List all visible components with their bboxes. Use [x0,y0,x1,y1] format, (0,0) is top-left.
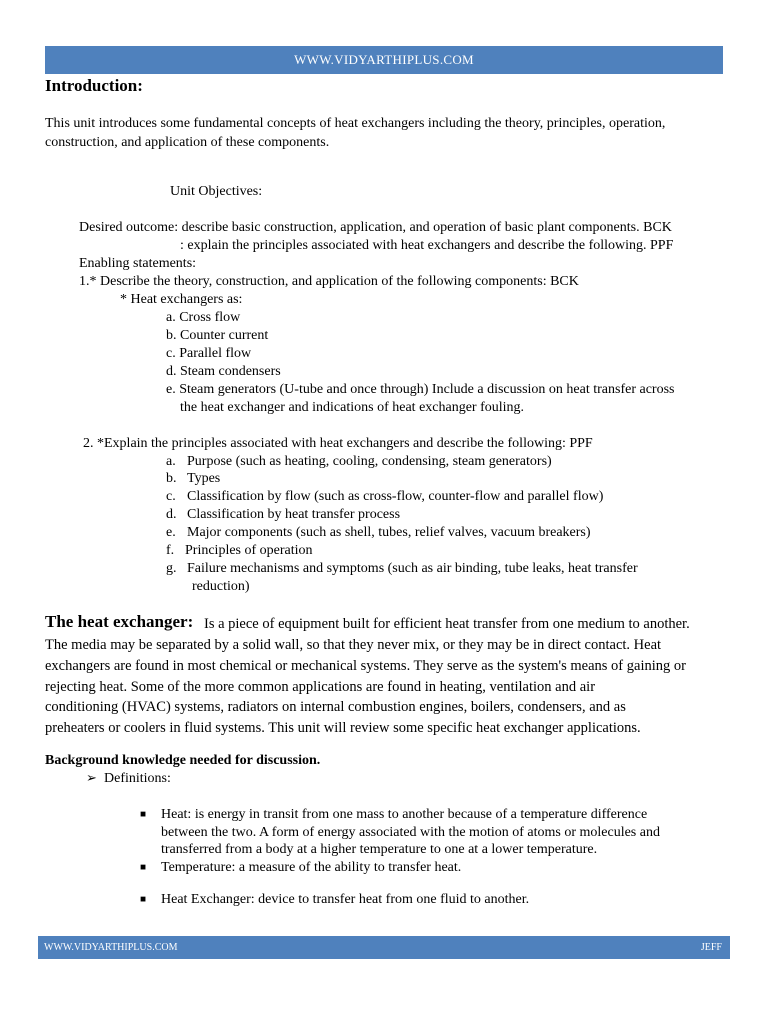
heat-exchanger-heading: The heat exchanger: [45,612,194,631]
list-item: Major components (such as shell, tubes, relief valves, vacuum breakers) [187,525,591,540]
list-item: Principles of operation [185,543,313,558]
definition-temperature: Temperature: a measure of the ability to transfer heat. [161,860,462,875]
statement-1: 1.* Describe the theory, construction, and application of the following components: BCK [79,274,579,289]
list-label: e. [166,525,176,540]
list-item: Types [187,471,221,486]
intro-line-2: construction, and application of these components. [45,135,330,150]
list-item-continuation: the heat exchanger and indications of heat exchanger fouling. [180,400,525,415]
list-label: d. [166,507,177,522]
list-item: Failure mechanisms and symptoms (such as air binding, tube leaks, heat transfer [187,561,638,576]
objectives-title: Unit Objectives: [170,184,263,199]
list-label: f. [166,543,175,558]
statement-2: 2. *Explain the principles associated with heat exchangers and describe the following: PPF [83,436,593,451]
arrow-bullet-icon: ➢ [86,770,97,785]
list-item: Classification by flow (such as cross-flow, counter-flow and parallel flow) [187,489,604,504]
intro-line-1: This unit introduces some fundamental concepts of heat exchangers including the theory, principles, operation, [45,116,666,131]
background-heading: Background knowledge needed for discussion. [45,753,321,768]
list-item: b. Counter current [166,328,269,343]
list-item: Purpose (such as heating, cooling, condensing, steam generators) [187,454,552,469]
header-banner [45,46,723,74]
list-item: c. Parallel flow [166,346,252,361]
square-bullet-icon: ■ [140,862,147,873]
definition-heat-line: transferred from a body at a higher temperature to one at a lower temperature. [161,842,598,857]
footer-author: JEFF [700,942,722,953]
heat-exchanger-line: rejecting heat. Some of the more common applications are found in heating, ventilation and air [45,679,596,695]
list-item: a. Cross flow [166,310,241,325]
footer-site-text: WWW.VIDYARTHIPLUS.COM [44,942,178,953]
heat-exchanger-line: conditioning (HVAC) systems, radiators on internal combustion engines, boilers, condensers, and as [45,699,626,715]
list-label: b. [166,471,177,486]
enabling-statements: Enabling statements: [79,256,197,271]
list-item: Classification by heat transfer process [187,507,401,522]
list-label: g. [166,561,177,576]
heat-exchanger-line: preheaters or coolers in fluid systems. This unit will review some specific heat exchanger applications. [45,720,641,736]
desired-outcome-2: : explain the principles associated with heat exchangers and describe the following. PPF [180,238,674,253]
desired-outcome-1: Desired outcome: describe basic construction, application, and operation of basic plant components. BCK [79,220,672,235]
list-item: d. Steam condensers [166,364,281,379]
heat-exchanger-line: Is a piece of equipment built for efficient heat transfer from one medium to another. [204,616,690,632]
list-label: c. [166,489,176,504]
list-item-continuation: reduction) [192,579,250,594]
list-label: a. [166,454,176,469]
statement-1-sub: * Heat exchangers as: [120,292,243,307]
list-item: e. Steam generators (U-tube and once through) Include a discussion on heat transfer across [166,382,675,397]
intro-heading: Introduction: [45,76,143,95]
definitions-label: Definitions: [104,771,171,786]
heat-exchanger-line: exchangers are found in most chemical or mechanical systems. They serve as the system's means of gaining or [45,658,686,674]
heat-exchanger-line: The media may be separated by a solid wall, so that they never mix, or they may be in direct contact. Heat [45,637,662,653]
header-site-text: WWW.VIDYARTHIPLUS.COM [294,52,474,67]
definition-heat-exchanger: Heat Exchanger: device to transfer heat from one fluid to another. [161,892,530,907]
definition-heat-line: between the two. A form of energy associated with the motion of atoms or molecules and [161,825,660,840]
square-bullet-icon: ■ [140,809,147,820]
footer-banner [38,936,730,959]
square-bullet-icon: ■ [140,894,147,905]
definition-heat-line: Heat: is energy in transit from one mass to another because of a temperature difference [161,807,648,822]
